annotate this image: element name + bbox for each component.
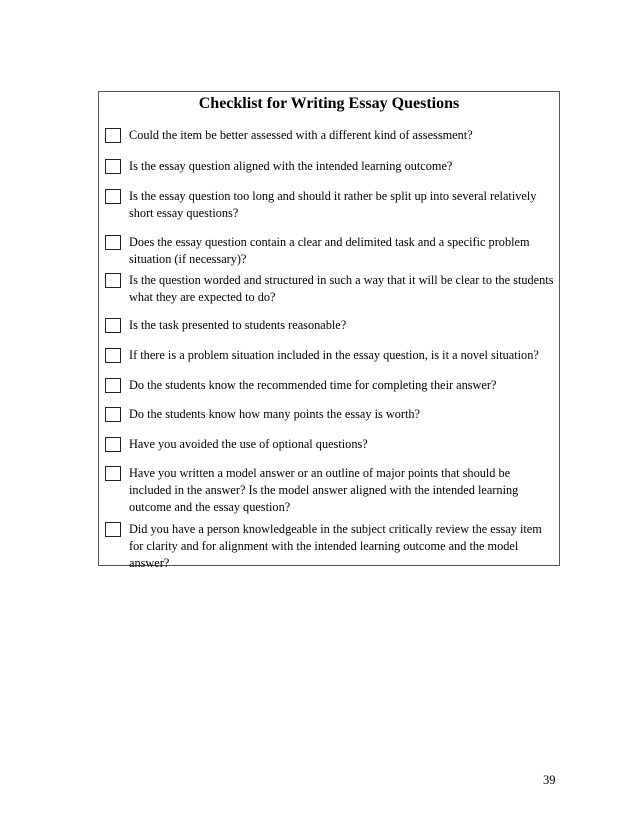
checkbox[interactable] <box>105 466 121 481</box>
checkbox[interactable] <box>105 235 121 250</box>
checklist-item-text: Do the students know how many points the essay is worth? <box>129 407 420 421</box>
checklist-item-text: Have you avoided the use of optional questions? <box>129 437 368 451</box>
checklist-item-text: Could the item be better assessed with a different kind of assessment? <box>129 128 473 142</box>
checkbox[interactable] <box>105 159 121 174</box>
checklist-item-text: Is the task presented to students reasonable? <box>129 318 347 332</box>
checklist-item-text: Is the question worded and structured in such a way that it will be clear to the students what they are expected to do? <box>129 273 554 304</box>
checkbox[interactable] <box>105 522 121 537</box>
page-number: 39 <box>543 773 556 787</box>
checklist-item-text: Is the essay question too long and should it rather be split up into several relatively short essay questions? <box>129 189 537 220</box>
checkbox[interactable] <box>105 437 121 452</box>
checkbox[interactable] <box>105 128 121 143</box>
checkbox[interactable] <box>105 407 121 422</box>
checklist-item-text: If there is a problem situation included in the essay question, is it a novel situation? <box>129 348 539 362</box>
checklist-item-text: Does the essay question contain a clear and delimited task and a specific problem situation (if necessary)? <box>129 235 530 266</box>
checkbox[interactable] <box>105 378 121 393</box>
checkbox[interactable] <box>105 318 121 333</box>
checklist-item-text: Is the essay question aligned with the intended learning outcome? <box>129 159 453 173</box>
checkbox[interactable] <box>105 189 121 204</box>
checklist-item-text: Do the students know the recommended time for completing their answer? <box>129 378 497 392</box>
checkbox[interactable] <box>105 273 121 288</box>
checklist-item-text: Did you have a person knowledgeable in the subject critically review the essay item for clarity and for alignment with the intended learning outcome and the model answer? <box>129 522 542 570</box>
checklist-item-text: Have you written a model answer or an outline of major points that should be included in the answer? Is the model answer aligned with the intended learning outcome and the essay question? <box>129 466 519 514</box>
checkbox[interactable] <box>105 348 121 363</box>
checklist-title: Checklist for Writing Essay Questions <box>198 95 460 112</box>
checklist-box <box>98 91 560 570</box>
